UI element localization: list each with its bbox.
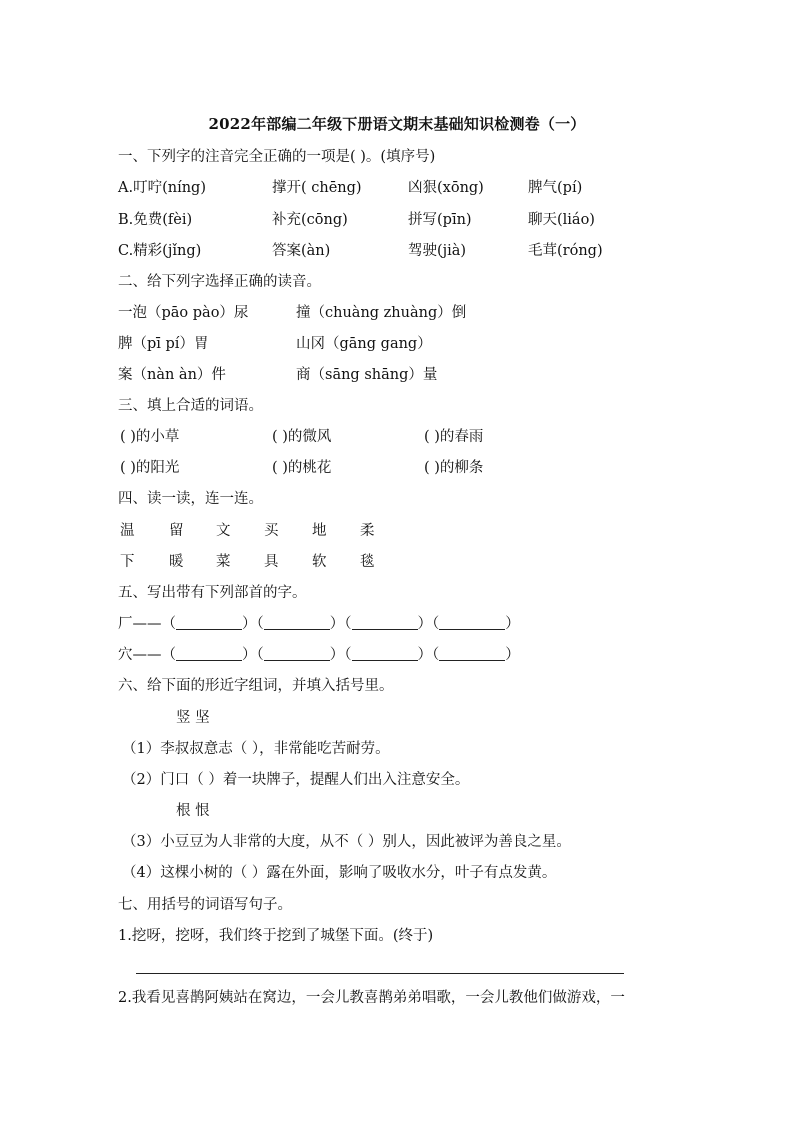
answer-blank[interactable] (264, 646, 330, 661)
match-char: 买 (264, 523, 279, 539)
match-char: 温 (120, 523, 135, 539)
option-c-item-1: C.精彩(jǐng) (118, 243, 202, 259)
option-a-item-2: 撑开( chēng) (272, 180, 362, 196)
section-1-heading: 一、下列字的注音完全正确的一项是( )。(填序号) (118, 149, 436, 165)
reading-item: 山冈（gāng gang） (296, 336, 432, 352)
option-a-item-4: 脾气(pí) (528, 180, 583, 196)
option-a-item-3: 凶狠(xōng) (408, 180, 484, 196)
section-6-heading: 六、给下面的形近字组词，并填入括号里。 (118, 678, 394, 694)
answer-blank[interactable] (176, 646, 242, 661)
answer-blank[interactable] (352, 646, 418, 661)
reading-item: 脾（pī pí）胃 (118, 336, 209, 352)
reading-item: 撞（chuàng zhuàng）倒 (296, 305, 467, 321)
option-c-item-2: 答案(àn) (272, 243, 331, 259)
phrase-blank: ( )的阳光 (120, 460, 180, 476)
character-pair: 根 恨 (176, 803, 210, 819)
reading-item: 一泡（pāo pào）尿 (118, 305, 249, 321)
reading-item: 商（sāng shāng）量 (296, 367, 438, 383)
answer-line[interactable] (136, 973, 624, 974)
sentence-question: （3）小豆豆为人非常的大度，从不（ ）别人，因此被评为善良之星。 (122, 834, 571, 850)
match-char: 柔 (360, 523, 375, 539)
section-3-heading: 三、填上合适的词语。 (118, 398, 263, 414)
match-char: 具 (264, 554, 279, 570)
match-char: 下 (120, 554, 135, 570)
answer-blank[interactable] (264, 615, 330, 630)
radical-label: 穴—— (118, 647, 162, 663)
answer-blank[interactable] (352, 615, 418, 630)
option-a-item-1: A.叮咛(níng) (118, 180, 206, 196)
phrase-blank: ( )的微风 (272, 429, 332, 445)
section-2-heading: 二、给下列字选择正确的读音。 (118, 274, 321, 290)
phrase-blank: ( )的小草 (120, 429, 180, 445)
reading-item: 案（nàn àn）件 (118, 367, 226, 383)
section-4-heading: 四、读一读，连一连。 (118, 491, 263, 507)
answer-blank[interactable] (439, 615, 505, 630)
option-c-item-4: 毛茸(róng) (528, 243, 603, 259)
sentence-prompt: 2.我看见喜鹊阿姨站在窝边，一会儿教喜鹊弟弟唱歌，一会儿教他们做游戏，一 (118, 990, 625, 1006)
match-char: 菜 (216, 554, 231, 570)
page-title: 2022年部编二年级下册语文期末基础知识检测卷（一） (208, 115, 586, 133)
option-c-item-3: 驾驶(jià) (408, 243, 467, 259)
match-char: 留 (169, 523, 184, 539)
answer-blank[interactable] (439, 646, 505, 661)
option-b-item-1: B.免费(fèi) (118, 212, 193, 228)
radical-row: 厂——（ ）（ ）（ ）（ ） (118, 616, 520, 632)
sentence-question: （1）李叔叔意志（ ），非常能吃苦耐劳。 (122, 741, 390, 757)
phrase-blank: ( )的桃花 (272, 460, 332, 476)
option-b-item-4: 聊天(liáo) (528, 212, 595, 228)
sentence-question: （4）这棵小树的（ ）露在外面，影响了吸收水分，叶子有点发黄。 (122, 865, 557, 881)
option-b-item-2: 补充(cōng) (272, 212, 348, 228)
match-char: 文 (216, 523, 231, 539)
match-char: 毯 (360, 554, 375, 570)
option-b-item-3: 拼写(pīn) (408, 212, 472, 228)
character-pair: 竖 坚 (176, 710, 210, 726)
radical-label: 厂—— (118, 616, 162, 632)
phrase-blank: ( )的春雨 (424, 429, 484, 445)
phrase-blank: ( )的柳条 (424, 460, 484, 476)
section-5-heading: 五、写出带有下列部首的字。 (118, 585, 307, 601)
match-char: 地 (312, 523, 327, 539)
sentence-prompt: 1.挖呀，挖呀，我们终于挖到了城堡下面。(终于) (118, 928, 434, 944)
answer-blank[interactable] (176, 615, 242, 630)
section-7-heading: 七、用括号的词语写句子。 (118, 897, 292, 913)
match-char: 软 (312, 554, 327, 570)
radical-row: 穴——（ ）（ ）（ ）（ ） (118, 647, 520, 663)
match-char: 暖 (169, 554, 184, 570)
sentence-question: （2）门口（ ）着一块牌子，提醒人们出入注意安全。 (122, 772, 470, 788)
